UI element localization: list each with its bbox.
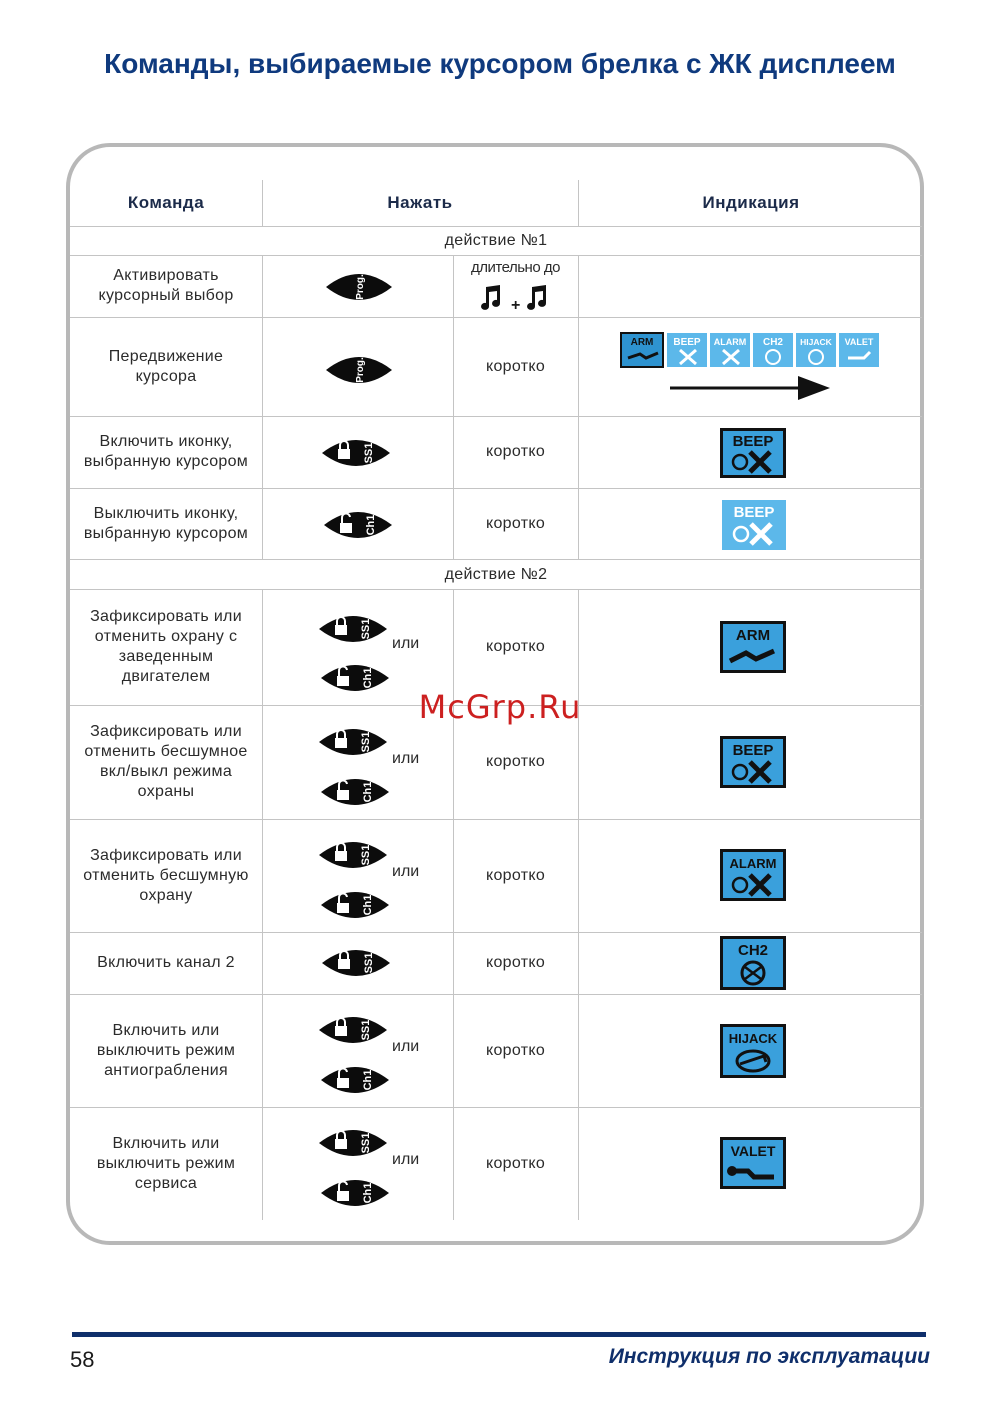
ss1-label: SS1 [360,1019,372,1041]
press-mode: коротко [485,443,546,460]
command-cell: Зафиксировать или отменить охрану с заведенным двигателем [90,608,242,685]
lcd-label-hijack: HIJACK [728,1031,778,1046]
divider [578,255,579,559]
header-command: Команда [127,193,205,212]
or-label: или [392,635,420,652]
ch1-label: Ch1 [362,781,374,803]
footer-title: Инструкция по эксплуатации [608,1345,930,1368]
ss1-button [317,1010,389,1050]
or-label: или [392,750,420,767]
section-label: действие №1 [444,232,548,249]
ss1-button [320,943,392,983]
ss1-label: SS1 [360,618,372,640]
divider [262,180,263,226]
lcd-hijack [720,1024,786,1078]
prog-label: Prog. [355,274,366,300]
footer-rule [72,1332,926,1337]
header-indication: Индикация [702,193,800,212]
press-mode: коротко [485,753,546,770]
press-mode: коротко [485,357,546,375]
ch1-button [319,1060,391,1100]
lcd-beep [720,736,786,788]
command-cell: Включить или выключить режим антиограбления [96,1021,236,1079]
divider [262,589,263,1220]
lcd-label-beep: BEEP [673,337,701,348]
press-mode: коротко [485,638,546,655]
lcd-label-ch2: CH2 [762,337,784,348]
divider [70,226,922,227]
ss1-label: SS1 [363,442,375,464]
ss1-label: SS1 [363,952,375,974]
ch1-label: Ch1 [362,894,374,916]
lcd-label-beep: BEEP [732,742,774,759]
prog-button [324,350,394,390]
or-label: или [392,863,420,880]
lcd-beep-on [720,428,786,478]
header-press: Нажать [387,193,453,212]
command-cell: Зафиксировать или отменить бесшумную охрану [83,846,249,904]
ch1-button [319,772,391,812]
lcd-label-alarm: ALARM [729,856,777,871]
watermark: McGrp.Ru [418,688,582,726]
lcd-label-arm: ARM [735,627,771,644]
command-cell: Активировать курсорный выбор [98,267,234,304]
ch1-label: Ch1 [362,1069,374,1091]
prog-label: Prog. [355,357,366,383]
ss1-button [317,1123,389,1163]
command-cell: Передвижение курсора [108,347,224,385]
lcd-ch2 [720,936,786,990]
ch1-label: Ch1 [362,1182,374,1204]
plus-sign: + [511,297,521,314]
command-cell: Включить иконку, выбранную курсором [83,433,249,470]
double-beep-symbol [480,283,554,317]
command-cell: Включить или выключить режим сервиса [96,1134,236,1192]
lcd-valet [720,1137,786,1189]
lcd-label-valet: VALET [844,337,874,347]
press-mode: коротко [485,1154,546,1172]
ch1-button [322,505,394,545]
prog-button [324,267,394,307]
ss1-label: SS1 [360,844,372,866]
lcd-alarm [720,849,786,901]
press-mode: коротко [485,954,546,971]
ss1-button [317,722,389,762]
ss1-label: SS1 [360,1132,372,1154]
command-cell: Выключить иконку, выбранную курсором [83,504,249,542]
press-mode: коротко [485,866,546,884]
lcd-label-valet: VALET [730,1143,776,1159]
lcd-beep-off [722,500,786,550]
lcd-label-arm: ARM [630,337,654,348]
ch1-button [319,885,391,925]
lcd-label-ch2: CH2 [737,942,769,959]
section-label: действие №2 [444,566,548,583]
press-mode: коротко [485,514,546,532]
command-cell: Зафиксировать или отменить бесшумное вкл/выкл режима охраны [84,723,248,800]
ch1-button [319,1173,391,1213]
lcd-icon-strip [620,332,882,402]
arrow-right-icon [670,376,830,400]
press-mode: длительно до [471,259,560,276]
lcd-label-alarm: ALARM [713,337,747,347]
or-label: или [392,1038,420,1055]
command-cell: Включить канал 2 [97,954,235,971]
ch1-label: Ch1 [365,514,377,536]
ss1-button [317,835,389,875]
ss1-button [317,609,389,649]
or-label: или [392,1151,420,1168]
lcd-arm [720,621,786,673]
lcd-label-beep: BEEP [733,504,775,521]
ss1-label: SS1 [360,731,372,753]
divider [262,255,263,559]
lcd-label-beep: BEEP [732,433,774,450]
ch1-label: Ch1 [362,667,374,689]
press-mode: коротко [485,1041,546,1059]
divider [578,180,579,226]
lcd-label-hijack: HIJACK [800,337,832,347]
page-number: 58 [70,1347,95,1372]
ss1-button [320,433,392,473]
page-title: Команды, выбираемые курсором брелка с ЖК дисплеем [104,48,896,79]
divider [578,589,579,1220]
divider [70,559,922,560]
